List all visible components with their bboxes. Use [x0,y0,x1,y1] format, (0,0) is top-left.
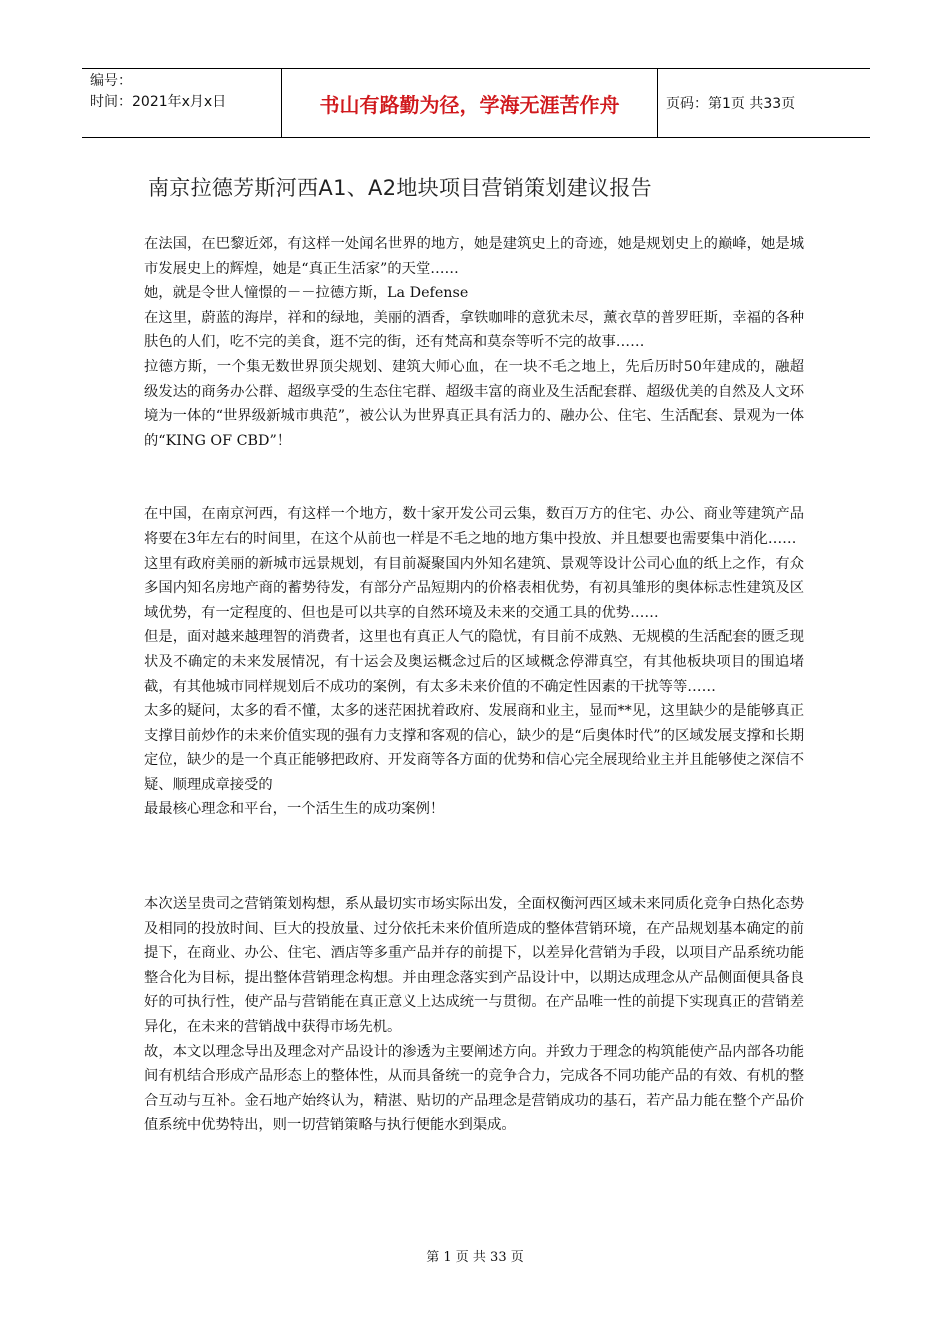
header-motto: 书山有路勤为径，学海无涯苦作舟 [282,69,658,137]
paragraph: 这里有政府美丽的新城市远景规划，有目前凝聚国内外知名建筑、景观等设计公司心血的纸上之作，有众多国内知名房地产商的蓄势待发，有部分产品短期内的价格表相优势，有初具雏形的奥体标志性建筑及区域优势，有一定程度的、但也是可以共享的自然环境及未来的交通工具的优势…… [144,555,804,621]
section-spacer [144,822,804,892]
paragraph: 故，本文以理念导出及理念对产品设计的渗透为主要阐述方向。并致力于理念的构筑能使产品内部各功能间有机结合形成产品形态上的整体性，从而具备统一的竞争合力，完成各不同功能产品的有效、有机的整合互动与互补。金石地产始终认为，精湛、贴切的产品理念是营销成功的基石，若产品力能在整个产品价值系统中优势特出，则一切营销策略与执行便能水到渠成。 [144,1043,804,1134]
paragraph: 但是，面对越来越理智的消费者，这里也有真正人气的隐忧，有目前不成熟、无规模的生活配套的匮乏现状及不确定的未来发展情况，有十运会及奥运概念过后的区域概念停滞真空，有其他板块项目的围追堵截，有其他城市同样规划后不成功的案例，有太多未来价值的不确定性因素的干扰等等…… [144,629,804,695]
paragraph: 在中国，在南京河西，有这样一个地方，数十家开发公司云集，数百万方的住宅、办公、商业等建筑产品将要在3年左右的时间里，在这个从前也一样是不毛之地的地方集中投放、并且想要也需要集中消化…… [144,506,804,547]
header-info-cell [82,69,282,137]
document-body [144,232,804,1138]
section-spacer [144,453,804,502]
paragraph: 太多的疑问，太多的看不懂，太多的迷茫困扰着政府、发展商和业主，显而**见，这里缺少的是能够真正支撑目前炒作的未来价值实现的强有力支撑和客观的信心，缺少的是“后奥体时代”的区域发展支撑和长期定位，缺少的是一个真正能够把政府、开发商等各方面的优势和信心完全展现给业主并且能够使之深信不疑、顺理成章接受的 [144,703,804,793]
header-time-label: 时间：2021年x月x日 [90,94,227,110]
page-footer: 第 1 页 共 33 页 [426,1250,524,1265]
header-number-label: 编号： [90,73,132,89]
paragraph: 在法国，在巴黎近郊，有这样一处闻名世界的地方，她是建筑史上的奇迹，她是规划史上的巅峰，她是城市发展史上的辉煌，她是“真正生活家”的天堂…… [144,236,804,277]
header-page-code: 页码：第1页 共33页 [666,96,796,112]
paragraph: 拉德方斯，一个集无数世界顶尖规划、建筑大师心血，在一块不毛之地上，先后历时50年建成的，融超级发达的商务办公群、超级享受的生态住宅群、超级丰富的商业及生活配套群、超级优美的自然及人文环境为一体的“世界级新城市典范”，被公认为世界真正具有活力的、融办公、住宅、生活配套、景观为一体的“KING OF CBD”！ [144,358,804,449]
paragraph: 最最核心理念和平台，一个活生生的成功案例！ [144,801,445,818]
paragraph: 她，就是令世人憧憬的－－拉德方斯，La Defense [144,285,469,302]
paragraph: 本次送呈贵司之营销策划构想，系从最切实市场实际出发，全面权衡河西区域未来同质化竞争白热化态势及相同的投放时间、巨大的投放量、过分依托未来价值所造成的整体营销环境，在产品规划基本确定的前提下，在商业、办公、住宅、酒店等多重产品并存的前提下，以差异化营销为手段，以项目产品系统功能整合化为目标，提出整体营销理念构想。并由理念落实到产品设计中，以期达成理念从产品侧面便具备良好的可执行性，使产品与营销能在真正意义上达成统一与贯彻。在产品唯一性的前提下实现真正的营销差异化，在未来的营销战中获得市场先机。 [144,896,804,1036]
paragraph: 在这里，蔚蓝的海岸，祥和的绿地，美丽的酒香，拿铁咖啡的意犹未尽，薰衣草的普罗旺斯，幸福的各种肤色的人们，吃不完的美食，逛不完的街，还有梵高和莫奈等听不完的故事…… [144,309,804,351]
document-title: 南京拉德芳斯河西A1、A2地块项目营销策划建议报告 [148,176,652,200]
page-header [82,68,870,138]
